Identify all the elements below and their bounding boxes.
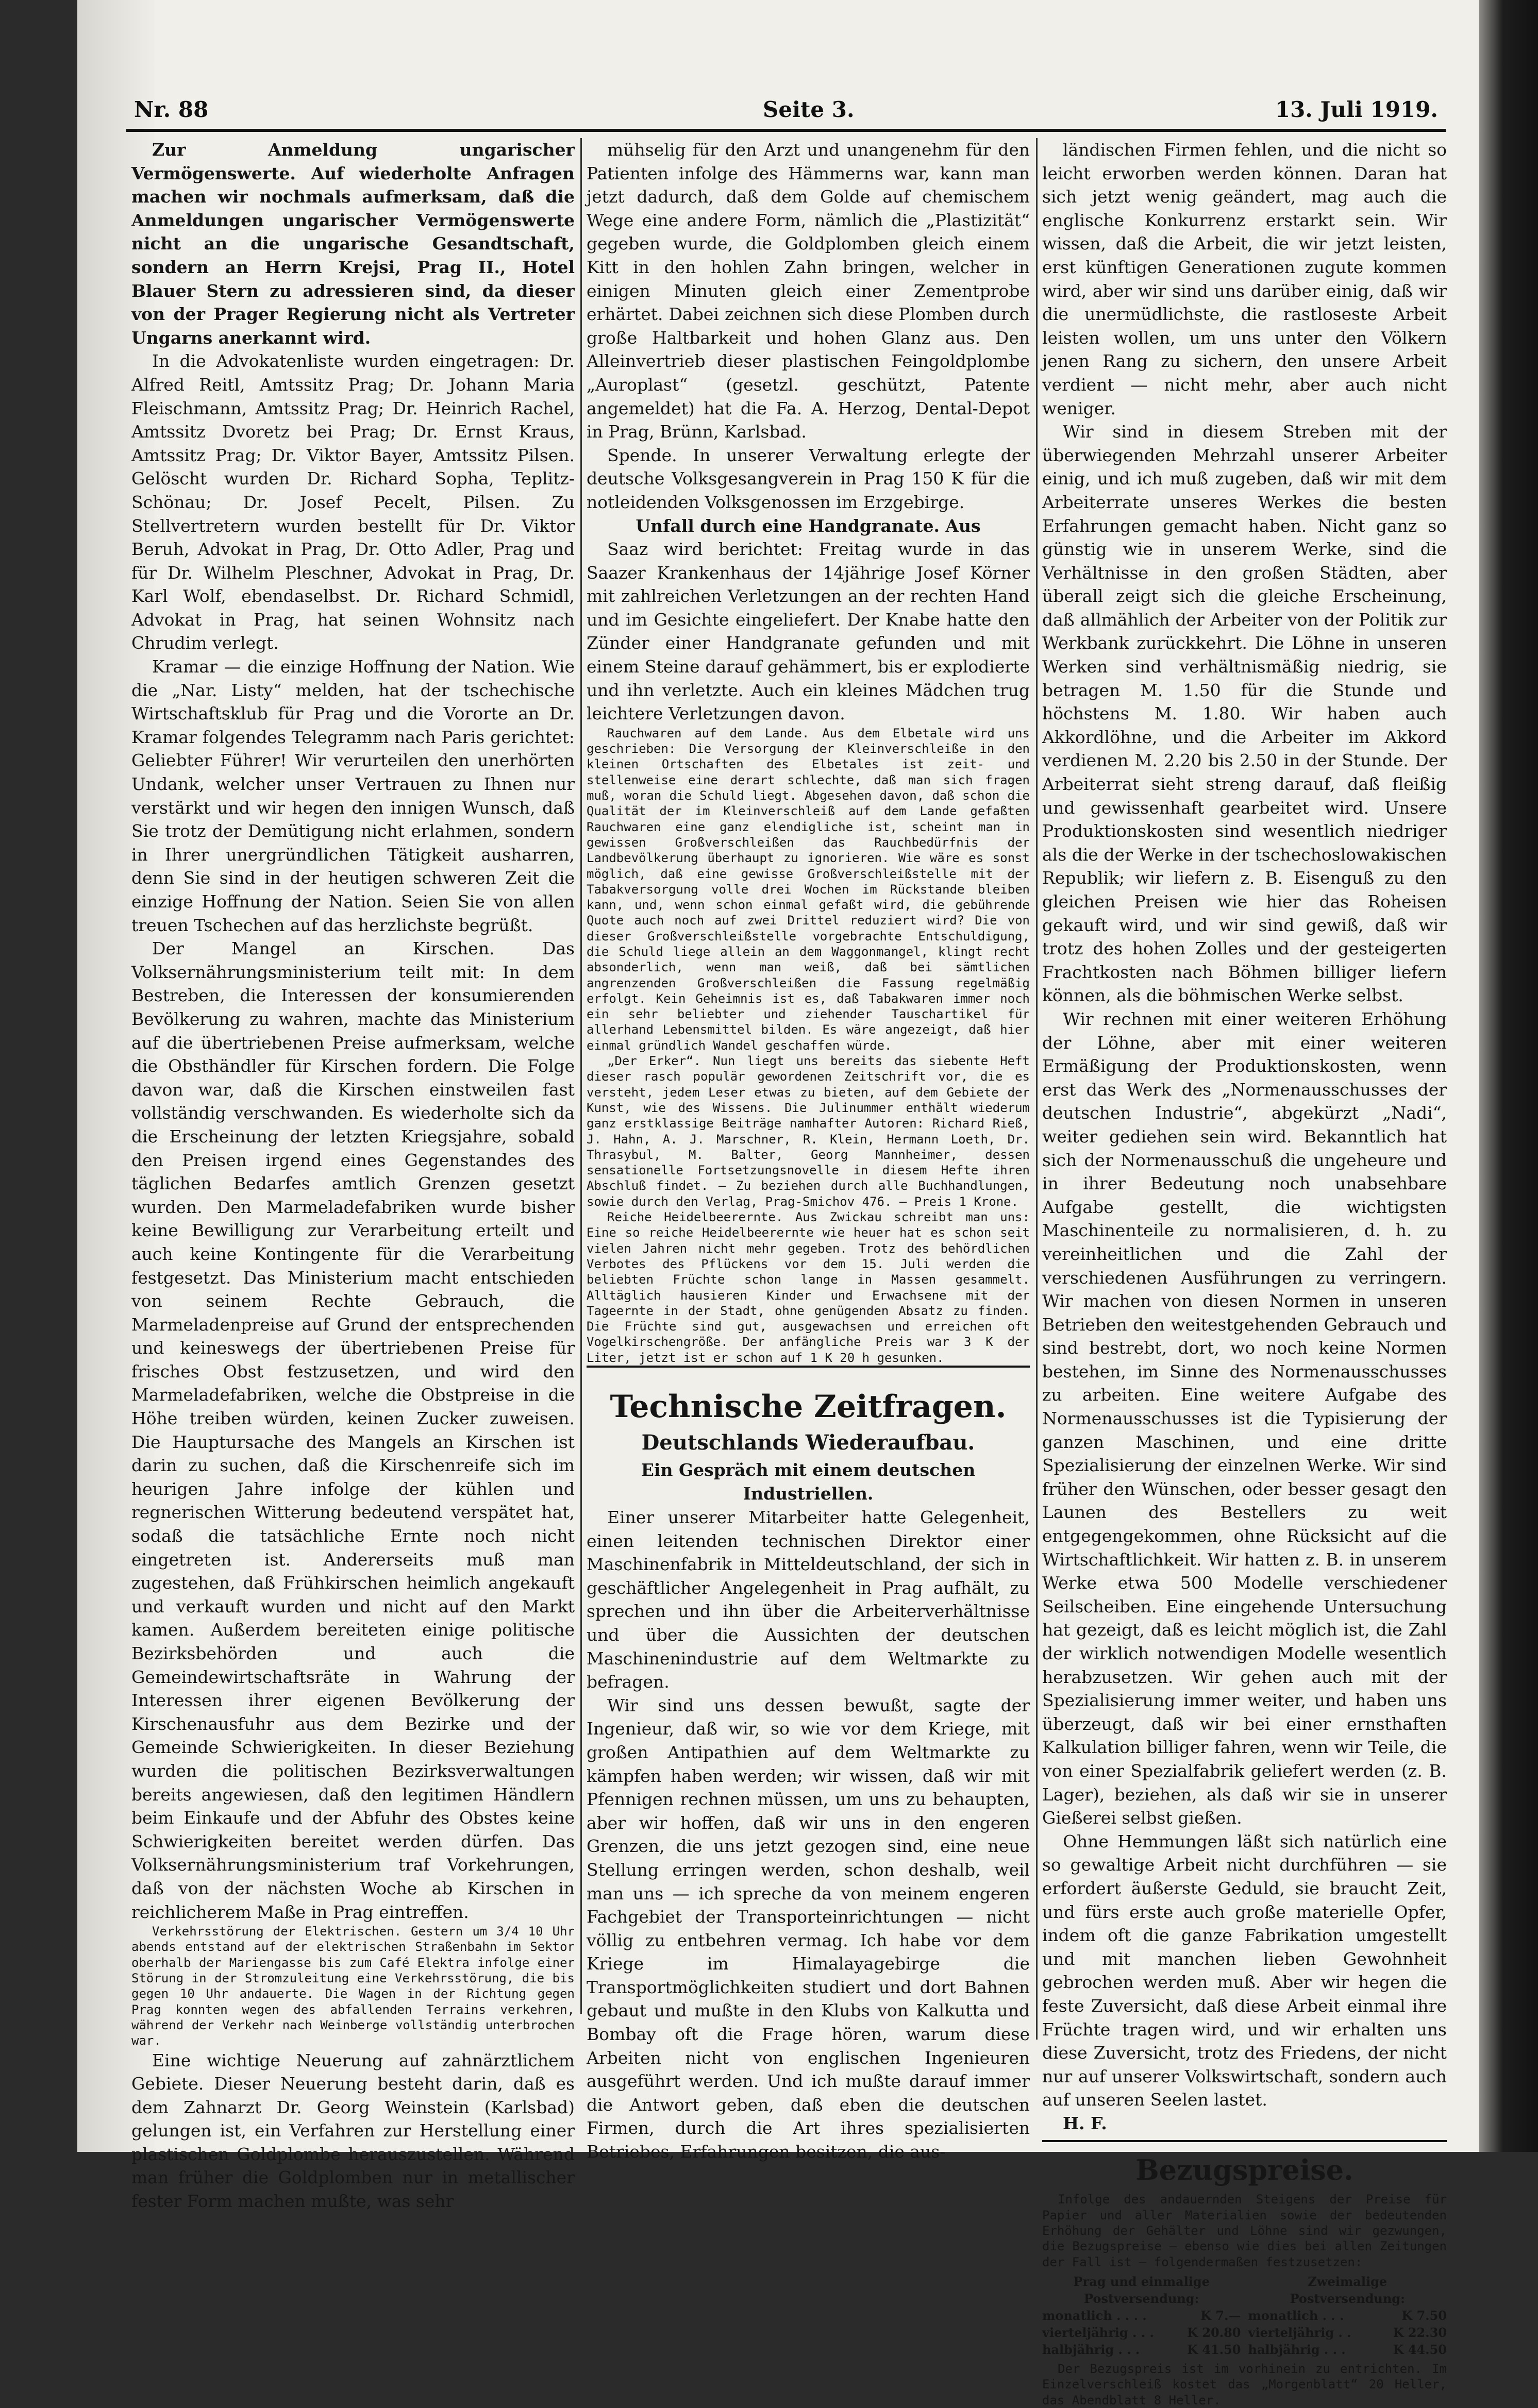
column-rule-2	[1036, 138, 1038, 2040]
article-paragraph: Technische Zeitfragen.	[587, 1366, 1030, 1427]
article-paragraph: Zur Anmeldung ungarischer Vermögenswerte. Auf wiederholte Anfragen machen wir nochmals aufmerksam, daß die Anmeldungen ungarischer Vermögenswerte nicht an die ungarische Gesandtschaft, sondern an Herrn Krejsi, Prag II., Hotel Blauer Stern zu adressieren sind, da dieser von der Prager Regierung nicht als Vertreter Ungarns anerkannt wird.	[131, 140, 575, 348]
price-period: vierteljährig . .	[1248, 2325, 1351, 2340]
subscription-title: Bezugspreise.	[1042, 2140, 1447, 2192]
column-2	[587, 138, 1030, 2162]
price-col-twice	[1248, 2273, 1447, 2358]
issue-date: 13. Juli 1919.	[1275, 97, 1438, 122]
article-paragraph: Kramar — die einzige Hoffnung der Nation. Wie die „Nar. Listy“ melden, hat der tschechische Wirtschaftsklub für Prag und die Vororte an Dr. Kramar folgendes Telegramm nach Paris gerichtet: Geliebter Führer! Wir verurteilen den unerhörten Undank, welcher unser Vertrauen zu Ihnen nur verstärkt und wir hegen den innigen Wunsch, daß Sie trotz der Demütigung nicht erlahmen, sondern in Ihrer unergründlichen Tätigkeit ausharren, denn Sie sind in der heutigen schweren Zeit die einzige Hoffnung der Nation. Seien Sie von allen treuen Tschechen auf das herzlichste begrüßt.	[131, 656, 575, 935]
article-paragraph: Saaz wird berichtet: Freitag wurde in das Saazer Krankenhaus der 14jährige Josef Körner mit zahlreichen Verletzungen an der rechten Hand und im Gesichte eingeliefert. Der Knabe hatte den Zünder einer Handgranate gefunden und mit einem Steine darauf gehämmert, bis er explodierte und ihn verletzte. Auch ein kleines Mädchen trug leichtere Verletzungen davon.	[587, 539, 1030, 724]
price-col-local	[1042, 2273, 1241, 2358]
price-row	[1248, 2341, 1447, 2358]
price-value: K 44.50	[1393, 2342, 1447, 2357]
article-paragraph: „Der Erker“. Nun liegt uns bereits das siebente Heft dieser rasch populär gewordenen Zeitschrift vor, die es versteht, jedem Leser etwas zu bieten, auf dem Gebiete der Kunst, wie des Wissens. Die Julinummer enthält wiederum ganz erstklassige Beiträge namhafter Autoren: Richard Rieß, J. Hahn, A. J. Marschner, R. Klein, Hermann Loeth, Dr. Thrasybul, M. Balter, Georg Mannheimer, dessen sensationelle Fortsetzungsnovelle in diesem Hefte ihren Abschluß findet. — Zu beziehen durch alle Buchhandlungen, sowie durch den Verlag, Prag-Smichov 476. — Preis 1 Krone.	[587, 1054, 1030, 1209]
article-paragraph: Der Mangel an Kirschen. Das Volksernährungsministerium teilt mit: In dem Bestreben, die Interessen der konsumierenden Bevölkerung zu wahren, machte das Ministerium auf die übertriebenen Preise aufmerksam, welche die Obsthändler für Kirschen fordern. Die Folge davon war, daß die Kirschen einstweilen fast vollständig verschwanden. Es wiederholte sich da die Erscheinung der letzten Kriegsjahre, sobald den Preisen irgend eines Gegenstandes des täglichen Bedarfes amtlich Grenzen gesetzt wurden. Den Marmeladefabriken wurde bisher keine Bewilligung zur Verarbeitung erteilt und auch keine Kontingente für die Verarbeitung festgesetzt. Das Ministerium macht entschieden von seinem Rechte Gebrauch, die Marmeladenpreise auf Grund der entsprechenden und keineswegs der übertriebenen Preise für frisches Obst festzusetzen, und wird den Marmeladefabriken, welche die Obstpreise in die Höhe treiben würden, keinen Zucker zuweisen. Die Hauptursache des Mangels an Kirschen ist darin zu suchen, daß die Kirschenreife sich im heurigen Jahre infolge der kühlen und regnerischen Witterung bedeutend verspätet hat, sodaß die tatsächliche Ernte noch nicht eingetreten ist. Andererseits muß man zugestehen, daß Frühkirschen heimlich angekauft und verkauft wurden und nicht auf den Markt kamen. Außerdem bereiteten einige politische Bezirksbehörden und auch die Gemeindewirtschaftsräte in Wahrung der Interessen ihrer eigenen Bevölkerung der Kirschenausfuhr aus dem Bezirke und der Gemeinde Schwierigkeiten. In dieser Beziehung wurden die politischen Bezirksverwaltungen bereits angewiesen, daß den legitimen Händlern beim Einkaufe und der Abfuhr des Obstes keine Schwierigkeiten bereitet werden dürfen. Das Volksernährungsministerium traf Vorkehrungen, daß von der nächsten Woche ab Kirschen in reichlicherem Maße in Prag eintreffen.	[131, 938, 575, 1922]
price-period: halbjährig . . .	[1248, 2342, 1346, 2357]
price-period: monatlich . . .	[1248, 2308, 1344, 2323]
article-paragraph: Unfall durch eine Handgranate. Aus	[636, 515, 981, 536]
column-3	[1042, 138, 1447, 2407]
article-paragraph: Spende. In unserer Verwaltung erlegte der deutsche Volksgesangverein in Prag 150 K für die notleidenden Volksgenossen im Erzgebirge.	[587, 445, 1030, 512]
article-paragraph: Wir sind in diesem Streben mit der überwiegenden Mehrzahl unserer Arbeiter einig, und ich muß zugeben, daß wir mit dem Arbeiterrate unseres Werkes die besten Erfahrungen gemacht haben. Nicht ganz so günstig wie in unserem Werke, sind die Verhältnisse in den großen Städten, aber überall zeigt sich die gleiche Erscheinung, daß allmählich der Arbeiter von der Politik zur Werkbank zurückkehrt. Die Löhne in unseren Werken sind verhältnismäßig niedrig, sie betragen M. 1.50 für die Stunde und höchstens M. 1.80. Wir haben auch Akkordlöhne, und die Arbeiter im Akkord verdienen M. 2.20 bis 2.50 in der Stunde. Der Arbeiterrat sieht streng darauf, daß fleißig und gewissenhaft gearbeitet wird. Unsere Produktionskosten sind wesentlich niedriger als die der Werke in der tschechoslowakischen Republik; wir liefern z. B. Eisenguß zu den gleichen Preisen wie hier das Roheisen gekauft wird, und wir sind gewiß, daß wir trotz des hohen Zolles und der gesteigerten Frachtkosten nach Böhmen billiger liefern können, als die böhmischen Werke selbst.	[1042, 422, 1447, 1006]
article-paragraph: Wir sind uns dessen bewußt, sagte der Ingenieur, daß wir, so wie vor dem Kriege, mit großen Antipathien auf dem Weltmarkte zu kämpfen haben werden; wir wissen, daß wir mit Pfennigen rechnen müssen, um uns zu behaupten, aber wir hoffen, daß wir uns in den engeren Grenzen, die uns jetzt gezogen sind, eine neue Stellung erringen werden, schon deshalb, weil man uns — ich spreche da von meinem engeren Fachgebiet der Transporteinrichtungen — nicht völlig zu entbehren vermag. Ich habe vor dem Kriege im Himalayagebirge die Transportmöglichkeiten studiert und dort Bahnen gebaut und mußte in den Klubs von Kalkutta und Bombay oft die Frage hören, warum diese Arbeiten nicht von englischen Ingenieuren ausgeführt werden. Und ich mußte darauf immer die Antwort geben, daß eben die deutschen Firmen, durch die Art ihres spezialisierten Betriebes, Erfahrungen besitzen, die aus-	[587, 1695, 1030, 2162]
article-paragraph: Ein Gespräch mit einem deutschen Industriellen.	[641, 1460, 976, 1504]
price-value: K 20.80	[1187, 2325, 1241, 2340]
article-paragraph: Verkehrsstörung der Elektrischen. Gestern um 3/4 10 Uhr abends entstand auf der elektrischen Straßenbahn im Sektor oberhalb der Mariengasse bis zum Café Elektra infolge einer Störung in der Stromzuleitung eine Verkehrsstörung, die bis gegen 10 Uhr andauerte. Die Wagen in der Richtung gegen Prag konnten wegen des abfallenden Terrains verkehren, während der Verkehr nach Weinberge vollständig unterbrochen war.	[131, 1924, 575, 2048]
subscription-prices	[1042, 2140, 1447, 2407]
price-period: monatlich . . . .	[1042, 2308, 1147, 2323]
column-1	[131, 138, 575, 2212]
article-paragraph: Deutschlands Wiederaufbau.	[641, 1430, 975, 1455]
page-number: Seite 3.	[763, 97, 855, 122]
price-row	[1042, 2307, 1241, 2324]
price-value: K 22.30	[1393, 2325, 1447, 2340]
price-row	[1042, 2341, 1241, 2358]
subscription-intro: Infolge des andauernden Steigens der Preise für Papier und aller Materialien sowie der bedeutenden Erhöhung der Gehälter und Löhne sind wir gezwungen, die Bezugspreise — ebenso wie dies bei allen Zeitungen der Fall ist — folgendermaßen festzusetzen:	[1042, 2192, 1447, 2269]
article-paragraph: Ohne Hemmungen läßt sich natürlich eine so gewaltige Arbeit nicht durchführen — sie erfordert äußerste Geduld, sie braucht Zeit, und fürs erste auch große materielle Opfer, indem oft die ganze Fabrikation umgestellt und mit manchen lieben Gewohnheit gebrochen werden muß. Aber wir hegen die feste Zuversicht, daß diese Arbeit einmal ihre Früchte tragen wird, und wir erhalten uns diese Zuversicht, trotz des Friedens, der nicht nur auf unserer Volkswirtschaft, sondern auch auf unseren Seelen lastet.	[1042, 1831, 1447, 2110]
article-paragraph: Rauchwaren auf dem Lande. Aus dem Elbetale wird uns geschrieben: Die Versorgung der Kleinverschleiße in den kleinen Ortschaften des Elbetales ist zeit- und stellenweise eine derart schlechte, daß man sich fragen muß, woran die Schuld liegt. Abgesehen davon, daß schon die Qualität der im Kleinverschleiß auf dem Lande gefaßten Rauchwaren eine ganz elendigliche ist, scheint man in gewissen Großverschleißen das Rauchbedürfnis der Landbevölkerung überhaupt zu ignorieren. Wie wäre es sonst möglich, daß eine gewisse Großverschleißstelle mit der Tabakversorgung volle drei Wochen im Rückstande bleiben kann, und, wenn schon einmal gefaßt wird, die gebührende Quote auch noch auf zwei Drittel reduziert wird? Die von dieser Großverschleißstelle vorgebrachte Entschuldigung, die Schuld liege allein an dem Waggonmangel, klingt recht absonderlich, wenn man weiß, daß bei sämtlichen angrenzenden Großverschleißen die Fassung regelmäßig erfolgt. Kein Geheimnis ist es, daß Tabakwaren immer noch ein sehr beliebter und ziehender Tauschartikel für allerhand Lebensmittel bilden. Es wäre angezeigt, daß hier einmal gründlich Wandel geschaffen würde.	[587, 726, 1030, 1053]
article-paragraph: In die Advokatenliste wurden eingetragen: Dr. Alfred Reitl, Amtssitz Prag; Dr. Johann Maria Fleischmann, Amtssitz Prag; Dr. Heinrich Rachel, Amtssitz Dvoretz bei Prag; Dr. Ernst Kraus, Amtssitz Prag; Dr. Viktor Bayer, Amtssitz Pilsen. Gelöscht wurden Dr. Richard Sopha, Teplitz-Schönau; Dr. Josef Pecelt, Pilsen. Zu Stellvertretern wurden bestellt für Dr. Viktor Beruh, Advokat in Prag, Dr. Otto Adler, Prag und für Dr. Wilhelm Pleschner, Advokat in Prag, Dr. Karl Wolf, ebendaselbst. Dr. Richard Schmidl, Advokat in Prag, hat seinen Wohnsitz nach Chrudim verlegt.	[131, 351, 575, 653]
price-row	[1248, 2307, 1447, 2324]
article-paragraph: Reiche Heidelbeerernte. Aus Zwickau schreibt man uns: Eine so reiche Heidelbeerernte wie heuer hat es schon seit vielen Jahren nicht mehr gegeben. Trotz des behördlichen Verbotes des Pflückens vor dem 15. Juli werden die beliebten Früchte schon lange in Massen gesammelt. Alltäglich hausieren Kinder und Erwachsene mit der Tageernte in der Stadt, ohne genügenden Absatz zu finden. Die Früchte sind gut, ausgewachsen und erreichen oft Vogelkirschengröße. Der anfängliche Preis war 3 K der Liter, jetzt ist er schon auf 1 K 20 h gesunken.	[587, 1210, 1030, 1365]
article-paragraph: Eine wichtige Neuerung auf zahnärztlichem Gebiete. Dieser Neuerung besteht darin, daß es dem Zahnarzt Dr. Georg Weinstein (Karlsbad) gelungen ist, ein Verfahren zur Herstellung einer plastischen Goldplombe herauszustellen. Während man früher die Goldplomben nur in metallischer fester Form machen mußte, was sehr	[131, 2050, 575, 2212]
price-head-twice: Zweimalige Postversendung:	[1290, 2274, 1405, 2306]
price-period: halbjährig . . .	[1042, 2342, 1140, 2357]
price-value: K 41.50	[1187, 2342, 1241, 2357]
subscription-footer: Der Bezugspreis ist im vorhinein zu entrichten. Im Einzelverschleiß kostet das „Morgenblatt“ 20 Heller, das Abendblatt 8 Heller.	[1042, 2361, 1447, 2407]
page-header	[134, 97, 1438, 133]
article-paragraph: H. F.	[1063, 2113, 1107, 2133]
article-paragraph: mühselig für den Arzt und unangenehm für den Patienten infolge des Hämmerns war, kann man jetzt dadurch, daß dem Golde auf chemischem Wege eine andere Form, nämlich die „Plastizität“ gegeben wurde, die Goldplomben gleich einem Kitt in den hohlen Zahn bringen, welcher in einigen Minuten gleich einer Zementprobe erhärtet. Dabei zeichnen sich diese Plomben durch große Haltbarkeit und hohen Glanz aus. Den Alleinvertrieb dieser plastischen Feingoldplombe „Auroplast“ (gesetzl. geschützt, Patente angemeldet) hat die Fa. A. Herzog, Dental-Depot in Prag, Brünn, Karlsbad.	[587, 140, 1030, 442]
price-table	[1042, 2273, 1447, 2358]
price-period: vierteljährig . . .	[1042, 2325, 1154, 2340]
article-paragraph: ländischen Firmen fehlen, und die nicht so leicht erworben werden können. Daran hat sich jetzt wenig geändert, mag auch die englische Konkurrenz erstarkt sein. Wir wissen, daß die Arbeit, die wir jetzt leisten, erst künftigen Generationen zugute kommen wird, aber wir sind uns darüber einig, daß wir die unermüdlichste, die rastloseste Arbeit leisten wollen, um uns unter den Völkern jenen Rang zu sichern, den unsere Arbeit verdient — nicht mehr, aber auch nicht weniger.	[1042, 140, 1447, 418]
price-row	[1248, 2324, 1447, 2341]
header-rule	[126, 129, 1446, 132]
scan-edge	[1479, 0, 1538, 2152]
column-rule-1	[580, 138, 582, 2014]
price-value: K 7.50	[1401, 2308, 1447, 2323]
article-paragraph: Einer unserer Mitarbeiter hatte Gelegenheit, einen leitenden technischen Direktor einer Maschinenfabrik in Mitteldeutschland, der sich in geschäftlicher Angelegenheit in Prag aufhält, zu sprechen und ihn über die Arbeiterverhältnisse und über die Aussichten der deutschen Maschinenindustrie auf dem Weltmarkte zu befragen.	[587, 1507, 1030, 1692]
price-value: K 7.—	[1200, 2308, 1241, 2323]
issue-number: Nr. 88	[134, 97, 209, 122]
price-row	[1042, 2324, 1241, 2341]
article-paragraph: Wir rechnen mit einer weiteren Erhöhung der Löhne, aber mit einer weiteren Ermäßigung der Produktionskosten, wenn erst das Werk des „Normenausschusses der deutschen Industrie“, abgekürzt „Nadi“, weiter gediehen sein wird. Bekanntlich hat sich der Normenausschuß die ungeheure und in ihrer Bedeutung noch unabsehbare Aufgabe gestellt, die wichtigsten Maschinenteile zu normalisieren, d. h. zu vereinheitlichen und die Zahl der verschiedenen Ausführungen zu verringern. Wir machen von diesen Normen in unseren Betrieben den weitestgehenden Gebrauch und sind bestrebt, dort, wo noch keine Normen bestehen, im Sinne des Normenausschusses zu arbeiten. Eine weitere Aufgabe des Normenausschusses ist die Typisierung der ganzen Maschinen, und eine dritte Spezialisierung der einzelnen Werke. Wir sind früher den Wünschen, oder besser gesagt den Launen des Bestellers zu weit entgegengekommen, ohne Rücksicht auf die Wirtschaftlichkeit. Wir hatten z. B. in unserem Werke etwa 500 Modelle verschiedener Seilscheiben. Eine eingehende Untersuchung hat gezeigt, daß es leicht möglich ist, die Zahl der wirklich notwendigen Modelle wesentlich herabzusetzen. Wir gehen auch mit der Spezialisierung immer weiter, und haben uns überzeugt, daß wir bei einer ernsthaften Kalkulation billiger fahren, wenn wir Teile, die von einer Spezialfabrik geliefert werden (z. B. Lager), beziehen, als daß wir sie in unserer Gießerei selbst gießen.	[1042, 1008, 1447, 1828]
price-head-local: Prag und einmalige Postversendung:	[1073, 2274, 1210, 2306]
